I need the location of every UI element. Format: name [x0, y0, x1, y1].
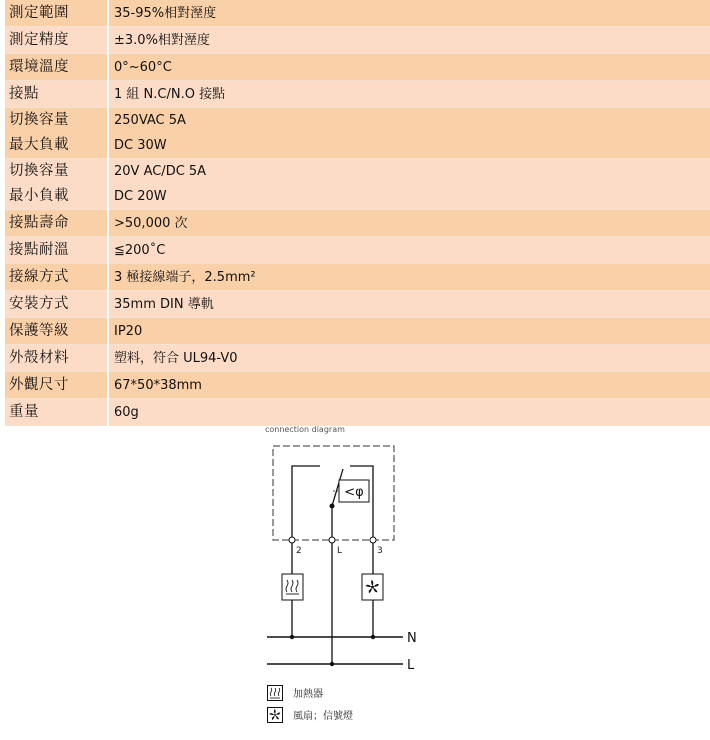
spec-label-line: 接點 [9, 85, 39, 102]
spec-label [5, 237, 108, 264]
spec-label-line: 保護等級 [9, 322, 69, 339]
spec-row [5, 54, 710, 81]
sensor-symbol: <φ [344, 485, 364, 500]
spec-value [108, 345, 710, 372]
spec-value-line: 35mm DIN 導軌 [114, 296, 214, 312]
switch-pivot [330, 504, 335, 509]
spec-row [5, 237, 710, 264]
diagram-legend [267, 683, 353, 727]
spec-row [5, 345, 710, 372]
spec-value [108, 399, 710, 426]
spec-label [5, 372, 108, 399]
spec-label [5, 27, 108, 54]
fan-icon [362, 574, 383, 600]
heater-icon [282, 574, 303, 600]
spec-value-line: ±3.0%相對溼度 [114, 32, 210, 48]
spec-label-line: 安裝方式 [9, 295, 69, 312]
spec-label [5, 210, 108, 237]
terminal-label-2: 2 [296, 546, 302, 556]
legend-item-fan [267, 705, 353, 724]
spec-label-line: 最大負載 [9, 137, 69, 153]
legend-heater-label: 加熱器 [293, 689, 323, 700]
spec-value-line: DC 30W [114, 138, 167, 153]
spec-value [108, 81, 710, 108]
diagram-caption: connection diagram [265, 425, 345, 434]
spec-value-line: ≦200˚C [114, 242, 166, 258]
legend-fan-label: 風扇；信號燈 [293, 711, 353, 722]
spec-label [5, 318, 108, 345]
spec-label-line: 接點壽命 [9, 214, 69, 231]
spec-value-line: >50,000 次 [114, 215, 188, 231]
spec-value [108, 372, 710, 399]
spec-value-line: 0°~60°C [114, 59, 172, 75]
spec-row [5, 372, 710, 399]
spec-label [5, 399, 108, 426]
spec-label [5, 108, 108, 159]
spec-label [5, 159, 108, 210]
spec-row [5, 81, 710, 108]
spec-value-line: 20V AC/DC 5A [114, 164, 207, 179]
spec-table [5, 0, 710, 426]
spec-row [5, 318, 710, 345]
spec-value-line: IP20 [114, 323, 143, 339]
spec-value [108, 159, 710, 210]
terminal-label-L: L [337, 546, 343, 556]
inner-wire-2 [292, 466, 320, 540]
spec-label-line: 接點耐溫 [9, 241, 69, 258]
spec-label [5, 345, 108, 372]
spec-value [108, 54, 710, 81]
spec-row [5, 291, 710, 318]
spec-label [5, 0, 108, 27]
spec-value [108, 210, 710, 237]
spec-label-line: 測定精度 [9, 31, 69, 48]
spec-label [5, 291, 108, 318]
spec-value-line: DC 20W [114, 189, 167, 204]
spec-label-line: 重量 [9, 403, 39, 420]
spec-row [5, 27, 710, 54]
spec-value [108, 0, 710, 27]
device-enclosure [273, 446, 394, 540]
spec-value-line: 60g [114, 404, 139, 420]
spec-value [108, 27, 710, 54]
terminal-3 [370, 537, 376, 543]
spec-label-line: 測定範圍 [9, 4, 69, 21]
spec-value-line: 塑料，符合 UL94-V0 [114, 350, 238, 366]
spec-value [108, 264, 710, 291]
spec-row [5, 159, 710, 210]
spec-value-line: 3 極接線端子，2.5mm² [114, 269, 256, 285]
spec-value [108, 108, 710, 159]
spec-value [108, 318, 710, 345]
spec-row [5, 264, 710, 291]
spec-label [5, 264, 108, 291]
spec-label [5, 54, 108, 81]
spec-label-line: 切換容量 [9, 163, 69, 179]
inner-wire-3 [350, 466, 373, 540]
terminal-label-3: 3 [377, 546, 383, 556]
spec-label-line: 最小負載 [9, 188, 69, 204]
spec-value-line: 35-95%相對溼度 [114, 5, 217, 21]
spec-value-line: 67*50*38mm [114, 377, 202, 393]
spec-value-line: 1 組 N.C/N.O 接點 [114, 86, 226, 102]
spec-label-line: 切換容量 [9, 112, 69, 128]
spec-value [108, 291, 710, 318]
spec-row [5, 108, 710, 159]
spec-label-line: 外殼材料 [9, 349, 69, 366]
fan-icon [267, 707, 283, 723]
spec-label-line: 接線方式 [9, 268, 69, 285]
bus-label-N: N [407, 631, 417, 646]
spec-value-line: 250VAC 5A [114, 113, 186, 128]
bus-label-L: L [407, 658, 415, 673]
spec-label [5, 81, 108, 108]
spec-value [108, 237, 710, 264]
terminal-L [329, 537, 335, 543]
spec-row [5, 399, 710, 426]
heater-icon [267, 685, 283, 701]
spec-row [5, 0, 710, 27]
spec-label-line: 外觀尺寸 [9, 376, 69, 393]
connection-diagram [255, 436, 435, 678]
spec-label-line: 環境溫度 [9, 58, 69, 75]
terminal-2 [289, 537, 295, 543]
legend-item-heater [267, 683, 353, 702]
spec-row [5, 210, 710, 237]
